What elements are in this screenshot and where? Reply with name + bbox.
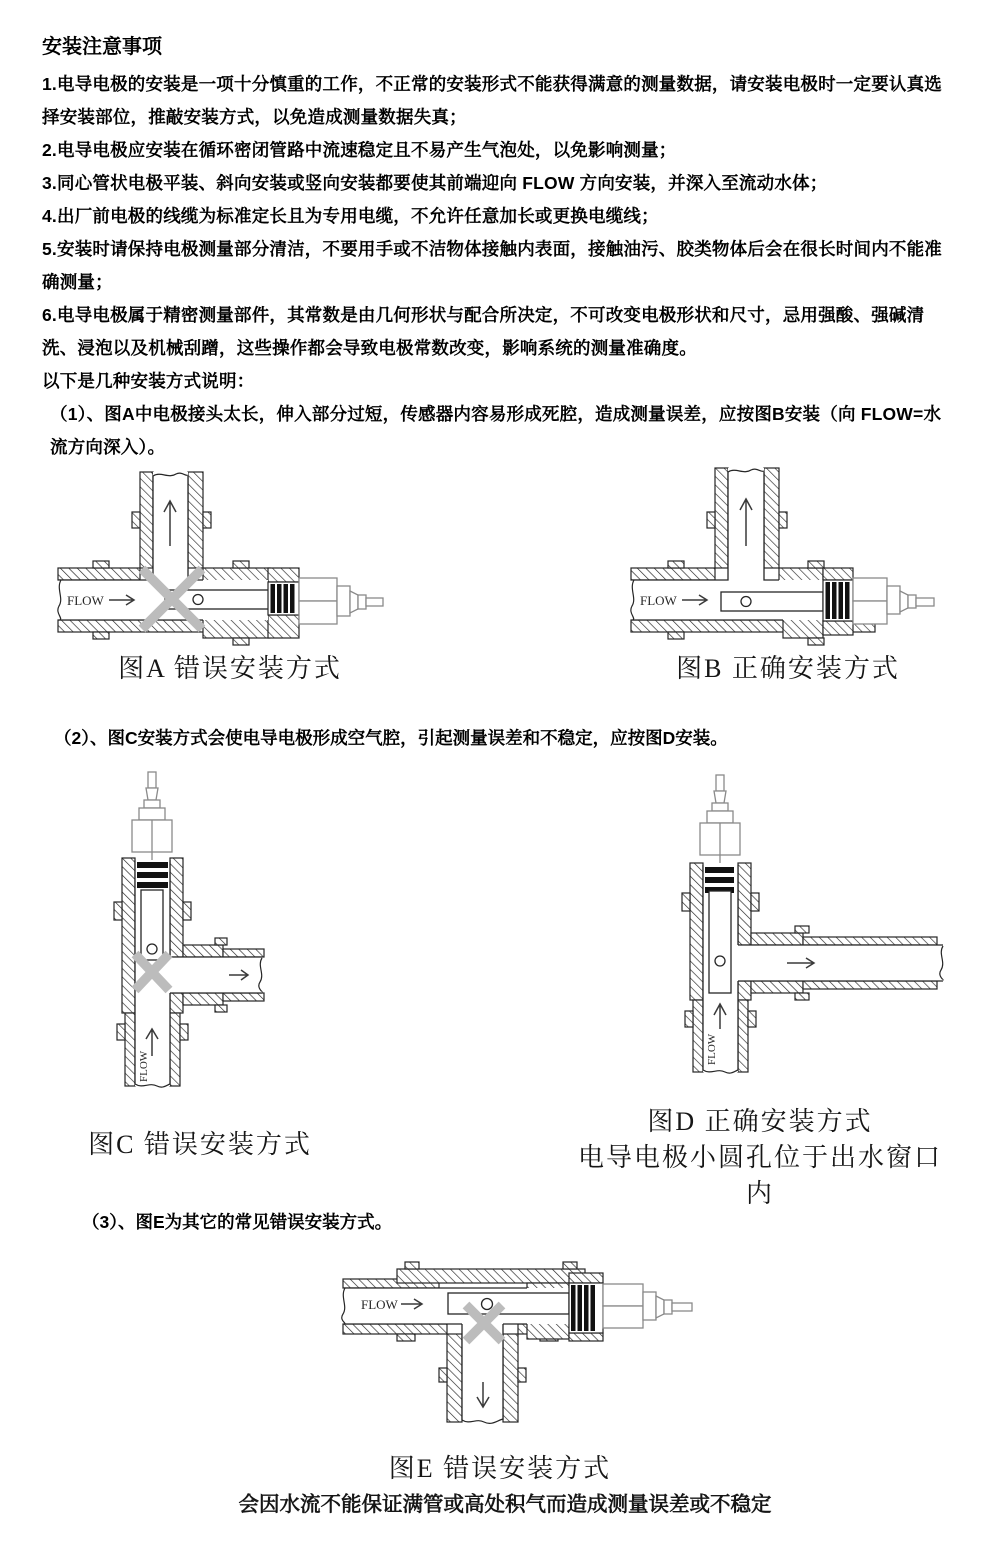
page-title: 安装注意事项 <box>42 36 162 58</box>
note-1: 1.电导电极的安装是一项十分慎重的工作，不正常的安装形式不能获得满意的测量数据，请安装电极时一定要认真选择安装部位，推敲安装方式，以免造成测量数据失真； <box>42 74 942 127</box>
electrode-connector <box>132 772 172 860</box>
note-6: 6.电导电极属于精密测量部件，其常数是由几何形状与配合所决定，不可改变电极形状和尺寸，忌用强酸、强碱清洗、浸泡以及机械刮蹭，这些操作都会导致电极常数改变，影响系统的测量准确度。 <box>42 305 925 358</box>
figure-b-caption: 图B 正确安装方式 <box>676 654 900 683</box>
flow-label: FLOW <box>706 1033 718 1065</box>
flow-label: FLOW <box>67 593 104 608</box>
figure-c-caption: 图C 错误安装方式 <box>88 1130 312 1159</box>
sealing-rings <box>137 862 168 888</box>
electrode-connector <box>700 775 740 863</box>
electrode-probe <box>709 891 731 993</box>
method-item-2: （2）、图C安装方式会使电导电极形成空气腔，引起测量误差和不稳定，应按图D安装。 <box>54 728 728 748</box>
note-3: 3.同心管状电极平装、斜向安装或竖向安装都要使其前端迎向 FLOW 方向安装，并深入至流动水体； <box>42 173 828 193</box>
note-5: 5.安装时请保持电极测量部分清洁，不要用手或不洁物体接触内表面，接触油污、胶类物体后会在很长时间内不能准确测量； <box>42 239 942 292</box>
figure-a-diagram <box>55 470 430 652</box>
figure-d-caption <box>565 1104 955 1212</box>
figure-a-caption: 图A 错误安装方式 <box>118 654 342 683</box>
figure-c-diagram <box>85 762 385 1094</box>
method-item-1: （1）、图A中电极接头太长，伸入部分过短，传感器内容易形成死腔，造成测量误差，应按图B安装（向 FLOW=水流方向深入）。 <box>50 404 942 457</box>
methods-intro: 以下是几种安装方式说明： <box>42 371 255 391</box>
figure-e-diagram <box>335 1256 707 1436</box>
precaution-notes <box>42 68 950 464</box>
electrode-hole <box>715 956 725 966</box>
electrode-hole <box>147 944 157 954</box>
method-item-3: （3）、图E为其它的常见错误安装方式。 <box>82 1212 393 1232</box>
flow-label: FLOW <box>640 593 677 608</box>
figure-e-caption: 图E 错误安装方式 <box>388 1454 612 1483</box>
figure-d-caption-line1: 图D 正确安装方式 <box>647 1107 873 1136</box>
figure-d-caption-line2: 电导电极小圆孔位于出水窗口内 <box>577 1143 942 1208</box>
outlet-interior <box>738 945 943 981</box>
flow-label: FLOW <box>361 1297 398 1312</box>
sealing-rings <box>705 867 734 893</box>
note-2: 2.电导电极应安装在循环密闭管路中流速稳定且不易产生气泡处，以免影响测量； <box>42 140 677 160</box>
figure-d-diagram <box>655 765 965 1085</box>
note-4: 4.出厂前电极的线缆为标准定长且为专用电缆，不允许任意加长或更换电缆线； <box>42 206 659 226</box>
figure-e-subcaption: 会因水流不能保证满管或高处积气而造成测量误差或不稳定 <box>238 1493 772 1516</box>
figure-b-diagram <box>628 466 948 656</box>
flow-label: FLOW <box>138 1050 150 1082</box>
